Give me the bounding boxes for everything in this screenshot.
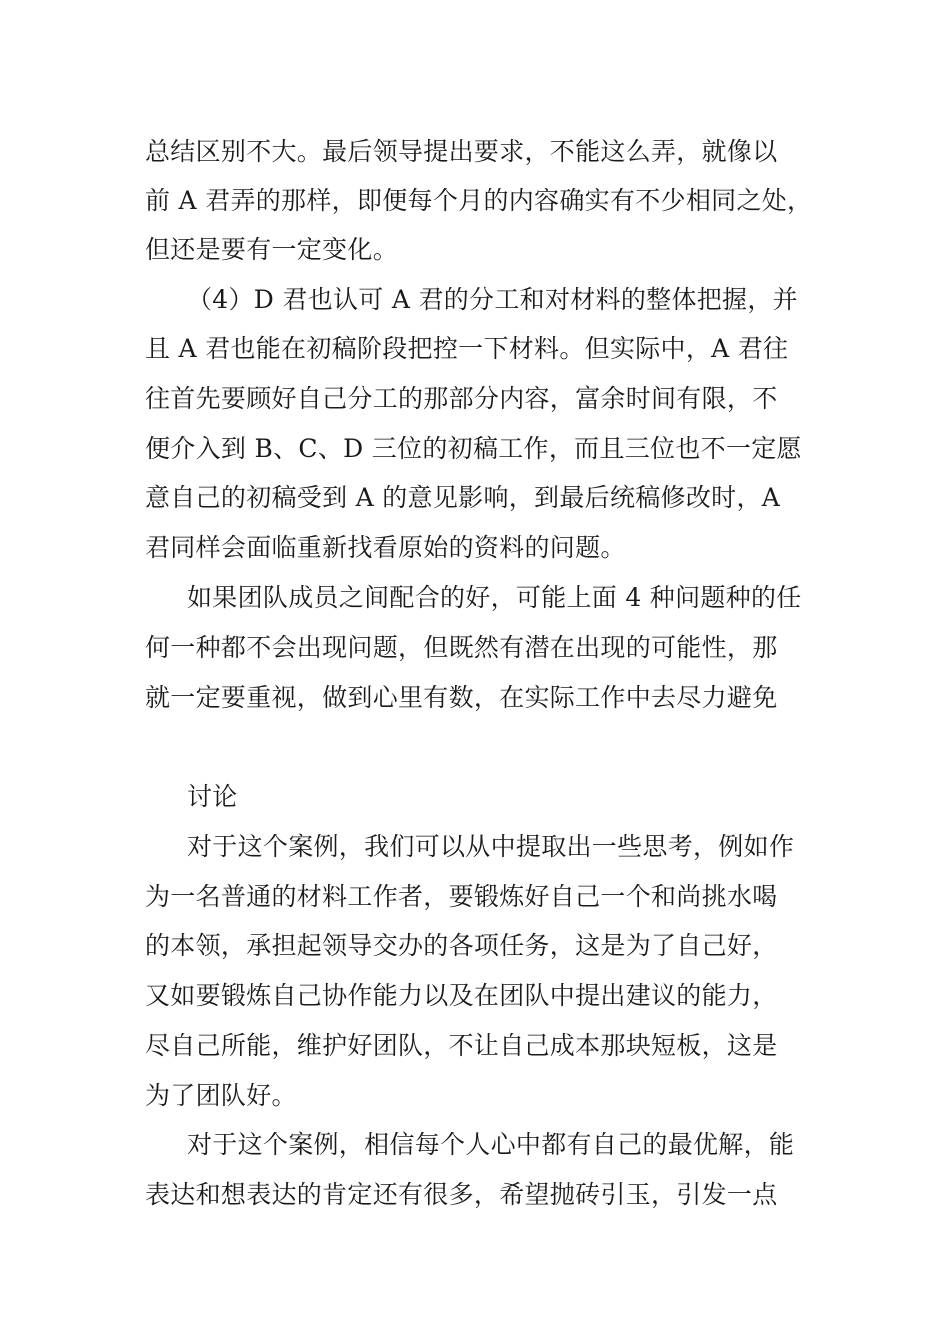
paragraph-3-line-1: 如果团队成员之间配合的好，可能上面 4 种问题种的任 (187, 583, 802, 612)
paragraph-5-line-1: 对于这个案例，相信每个人心中都有自己的最优解，能 (187, 1130, 795, 1159)
paragraph-2-line-4: 便介入到 B、C、D 三位的初稿工作，而且三位也不一定愿 (145, 434, 802, 463)
paragraph-2-line-5: 意自己的初稿受到 A 的意见影响，到最后统稿修改时，A (145, 483, 781, 512)
paragraph-4-line-3: 的本领，承担起领导交办的各项任务，这是为了自己好， (145, 931, 778, 960)
paragraph-2-line-3: 往首先要顾好自己分工的那部分内容，富余时间有限，不 (145, 384, 778, 413)
paragraph-1-line-3: 但还是要有一定变化。 (145, 235, 399, 264)
paragraph-2-line-2: 且 A 君也能在初稿阶段把控一下材料。但实际中，A 君往 (145, 334, 789, 363)
discussion-heading: 讨论 (187, 782, 238, 811)
paragraph-4-line-2: 为一名普通的材料工作者，要锻炼好自己一个和尚挑水喝 (145, 882, 778, 911)
paragraph-4-line-5: 尽自己所能，维护好团队，不让自己成本那块短板，这是 (145, 1031, 778, 1060)
paragraph-2-line-6: 君同样会面临重新找看原始的资料的问题。 (145, 533, 626, 562)
paragraph-2-line-1: （4）D 君也认可 A 君的分工和对材料的整体把握，并 (187, 285, 798, 314)
paragraph-4-line-4: 又如要锻炼自己协作能力以及在团队中提出建议的能力， (145, 981, 778, 1010)
paragraph-1-line-1: 总结区别不大。最后领导提出要求，不能这么弄，就像以 (145, 137, 778, 166)
paragraph-5-line-2: 表达和想表达的肯定还有很多，希望抛砖引玉，引发一点 (145, 1180, 778, 1209)
paragraph-3-line-3: 就一定要重视，做到心里有数，在实际工作中去尽力避免 (145, 683, 778, 712)
paragraph-4-line-6: 为了团队好。 (145, 1081, 297, 1110)
paragraph-3-line-2: 何一种都不会出现问题，但既然有潜在出现的可能性，那 (145, 633, 778, 662)
paragraph-1-line-2: 前 A 君弄的那样，即便每个月的内容确实有不少相同之处， (145, 186, 813, 215)
paragraph-4-line-1: 对于这个案例，我们可以从中提取出一些思考，例如作 (187, 832, 795, 861)
